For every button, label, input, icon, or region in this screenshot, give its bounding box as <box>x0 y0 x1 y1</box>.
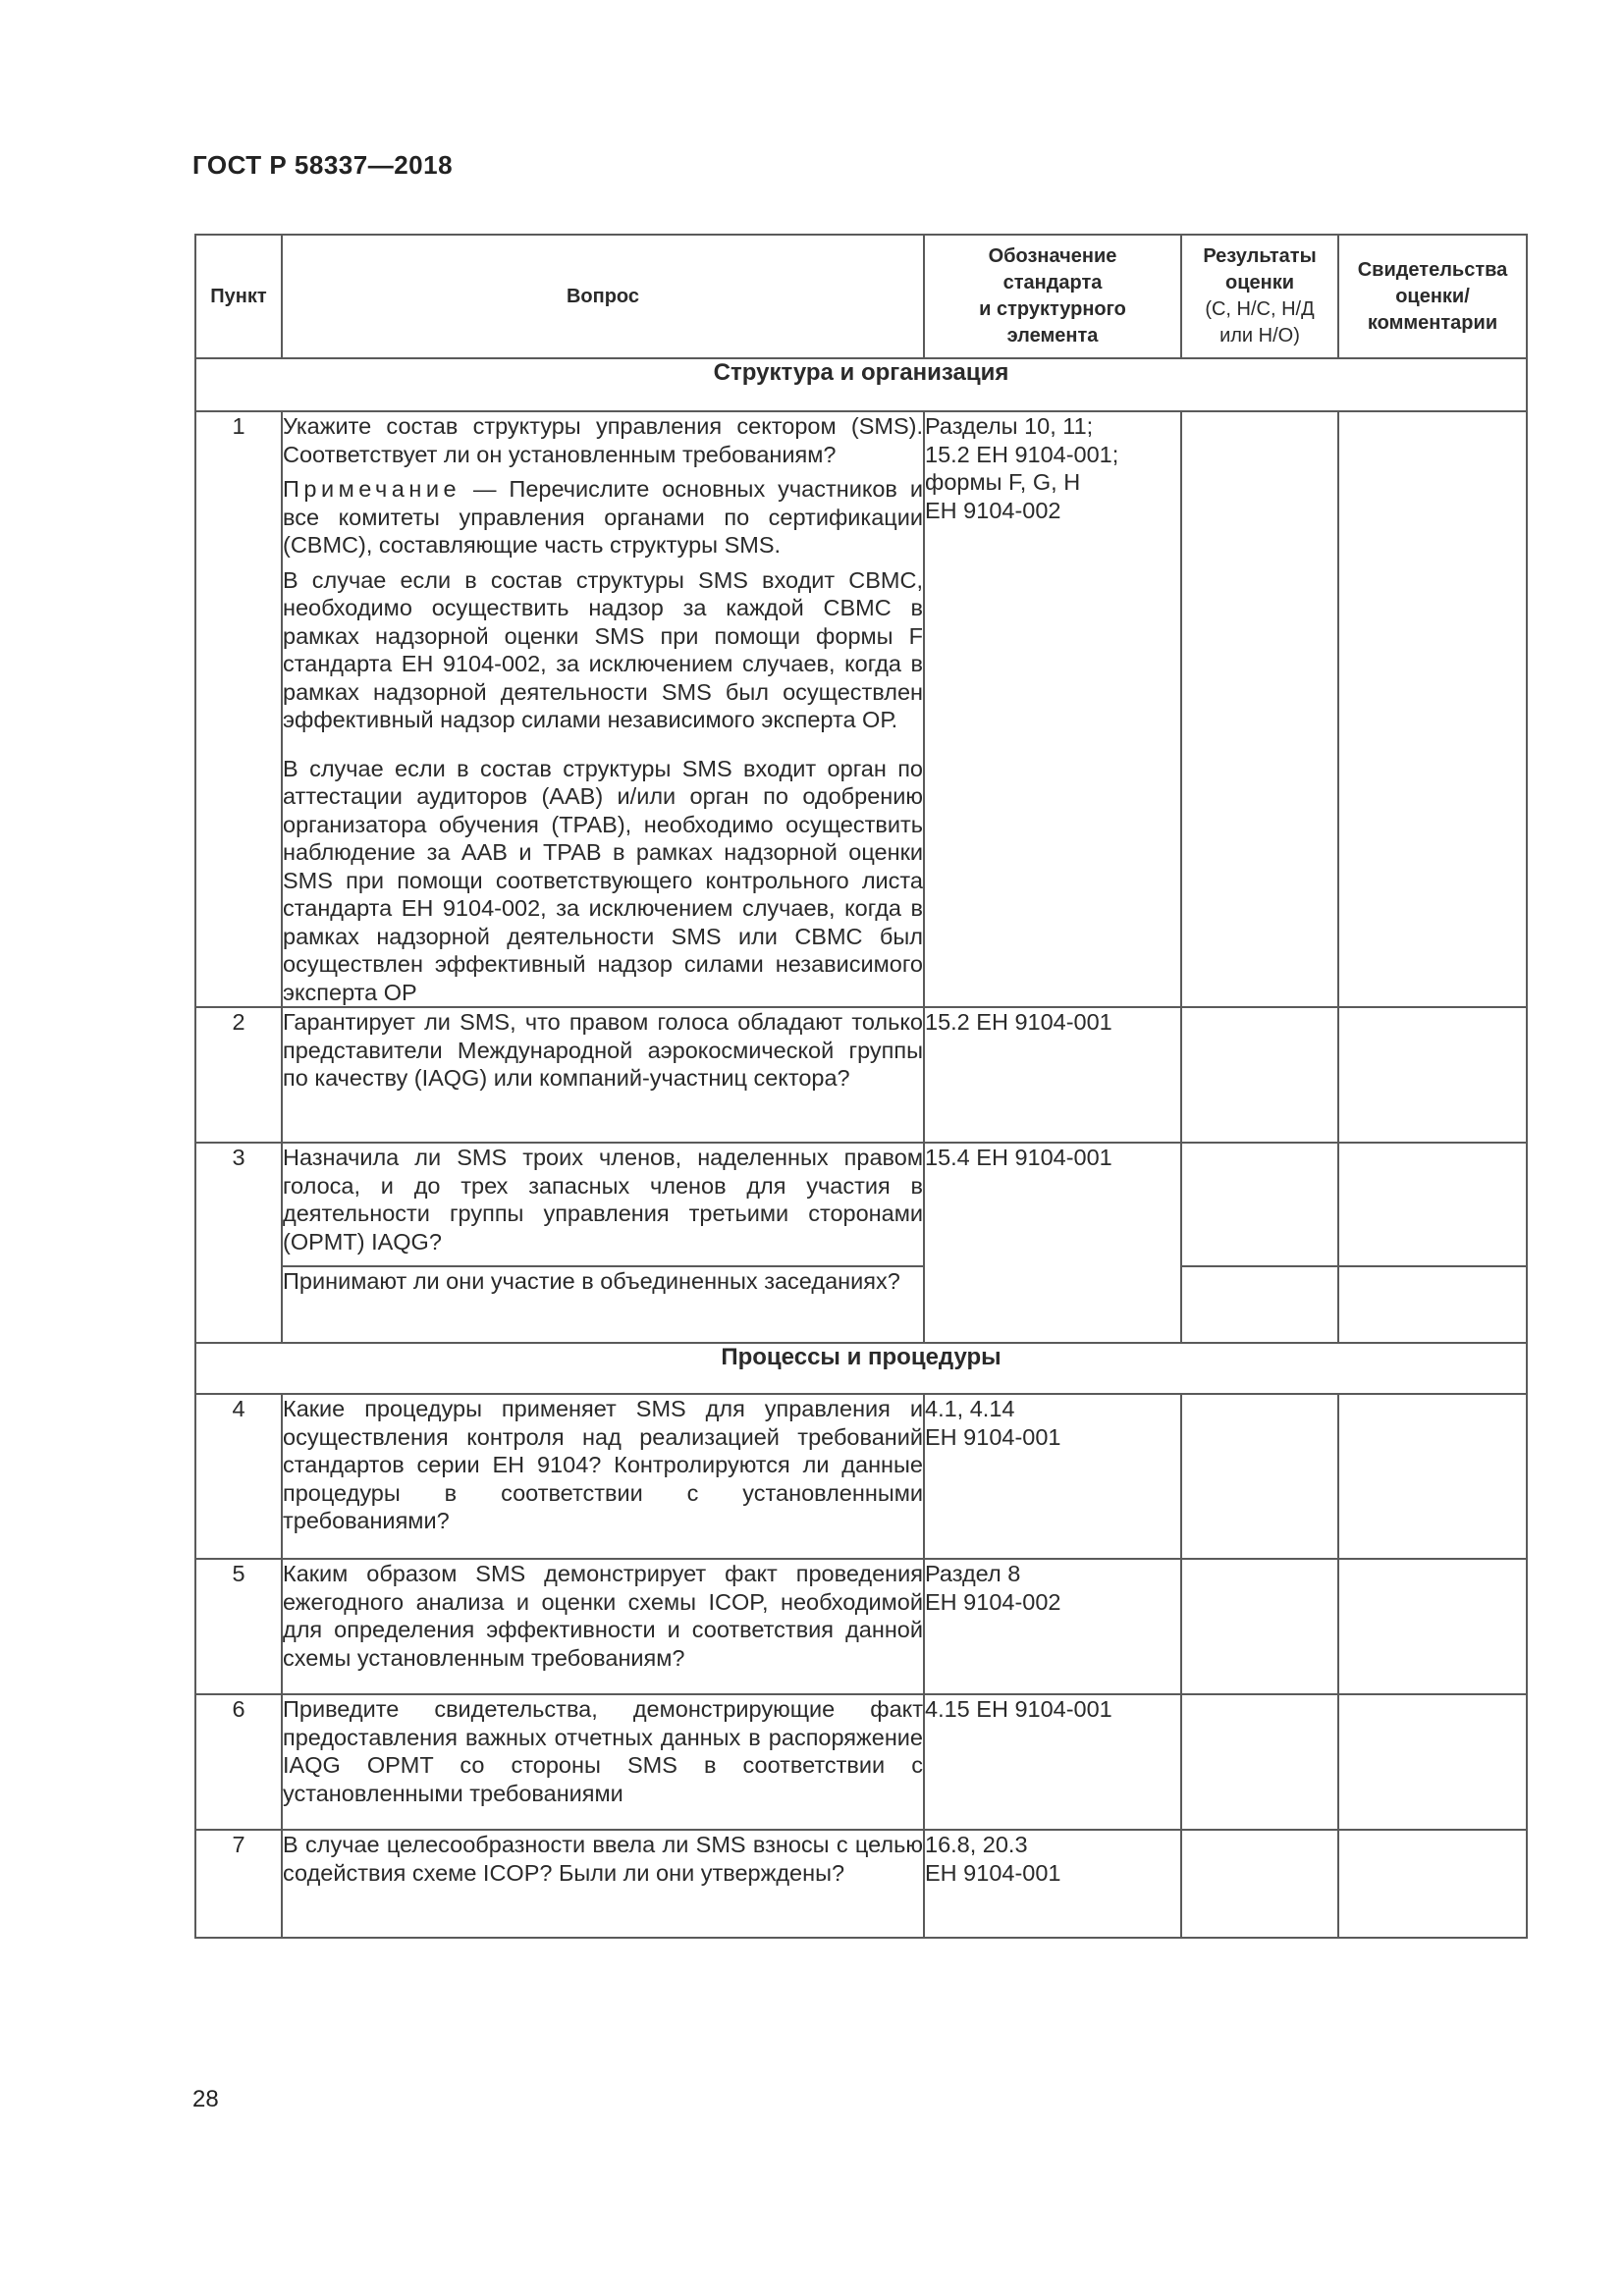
header-results-sub: или Н/О) <box>1219 325 1300 347</box>
row-number: 4 <box>195 1394 282 1559</box>
section-title: Процессы и процедуры <box>195 1343 1527 1394</box>
evidence-cell[interactable] <box>1338 1559 1527 1694</box>
row-number: 7 <box>195 1830 282 1938</box>
evidence-cell[interactable] <box>1338 1394 1527 1559</box>
header-evidence-line: Свидетельства <box>1357 258 1508 281</box>
standard-line: ЕН 9104-002 <box>925 497 1061 523</box>
header-row <box>195 235 1527 358</box>
question-cell <box>282 411 924 1007</box>
question-cell: Гарантирует ли SMS, что правом голоса обладают только представители Международной аэрокосмической группы по качеству (IAQG) или компаний-участниц сектора? <box>282 1007 924 1143</box>
section-row <box>195 358 1527 411</box>
header-standard-line: стандарта <box>1002 272 1103 294</box>
checklist-table <box>194 234 1528 1939</box>
standard-cell: 4.15 ЕН 9104-001 <box>924 1694 1181 1830</box>
result-cell[interactable] <box>1181 1694 1338 1830</box>
table-row <box>195 1559 1527 1694</box>
question-note <box>283 475 923 560</box>
question-cell: Какие процедуры применяет SMS для управления и осуществления контроля над реализацией требований стандартов серии ЕН 9104? Контролируются ли данные процедуры в соответствии с установленными требованиями? <box>282 1394 924 1559</box>
row-number: 5 <box>195 1559 282 1694</box>
question-text: В случае если в состав структуры SMS входит CBMC, необходимо осуществить надзор за каждой CBMC в рамках надзорной оценки SMS при помощи формы F стандарта ЕН 9104-002, за исключением случаев, когда в рамках надзорной деятельности SMS был осуществлен эффективный надзор силами независимого эксперта ОР. <box>283 566 923 732</box>
row-number: 2 <box>195 1007 282 1143</box>
table-row <box>195 1007 1527 1143</box>
standard-line: Раздел 8 <box>925 1561 1021 1586</box>
header-results <box>1181 235 1338 358</box>
header-question: Вопрос <box>282 235 924 358</box>
result-cell[interactable] <box>1181 1394 1338 1559</box>
standard-line: формы F, G, H <box>925 469 1081 495</box>
evidence-cell[interactable] <box>1338 1007 1527 1143</box>
result-cell[interactable] <box>1181 411 1338 1007</box>
standard-line: 16.8, 20.3 <box>925 1832 1028 1857</box>
note-text: — Перечислите основных участников и все комитеты управления органами по сертификации (CBMC), составляющие часть структуры SMS. <box>283 476 923 558</box>
question-text: Укажите состав структуры управления сектором (SMS). Соответствует ли он установленным требованиям? <box>283 413 923 467</box>
header-evidence-line: оценки/ <box>1395 285 1470 307</box>
table-row <box>195 411 1527 1007</box>
document-title: ГОСТ Р 58337—2018 <box>192 150 454 180</box>
question-cell: Назначила ли SMS троих членов, наделенных правом голоса, и до трех запасных членов для участия в деятельности группы управления третьими сторонами (OPMT) IAQG? <box>282 1143 924 1266</box>
table-row <box>195 1694 1527 1830</box>
standard-cell: 15.2 ЕН 9104-001 <box>924 1007 1181 1143</box>
result-cell[interactable] <box>1181 1830 1338 1938</box>
standard-line: 4.1, 4.14 <box>925 1396 1015 1421</box>
row-number: 3 <box>195 1143 282 1343</box>
header-results-line: оценки <box>1224 272 1295 294</box>
result-cell[interactable] <box>1181 1007 1338 1143</box>
header-evidence <box>1338 235 1527 358</box>
evidence-cell[interactable] <box>1338 411 1527 1007</box>
header-standard-line: и структурного <box>979 298 1126 320</box>
header-standard-line: Обозначение <box>988 245 1117 267</box>
result-cell[interactable] <box>1181 1266 1338 1343</box>
table-row <box>195 1143 1527 1266</box>
standard-line: ЕН 9104-002 <box>925 1588 1061 1615</box>
table-row <box>195 1394 1527 1559</box>
header-standard <box>924 235 1181 358</box>
evidence-cell[interactable] <box>1338 1830 1527 1938</box>
header-standard-line: элемента <box>1006 325 1099 347</box>
section-row <box>195 1343 1527 1394</box>
question-cell: Каким образом SMS демонстрирует факт проведения ежегодного анализа и оценки схемы ICOP, необходимой для определения эффективности и соответствия данной схемы установленным требованиям? <box>282 1559 924 1694</box>
note-label: Примечание <box>283 476 461 502</box>
page-number: 28 <box>192 2086 219 2112</box>
header-results-sub: (С, Н/С, Н/Д <box>1205 298 1315 320</box>
result-cell[interactable] <box>1181 1143 1338 1266</box>
row-number: 1 <box>195 411 282 1007</box>
section-title: Структура и организация <box>195 358 1527 411</box>
evidence-cell[interactable] <box>1338 1266 1527 1343</box>
question-cell: Приведите свидетельства, демонстрирующие факт предоставления важных отчетных данных в распоряжение IAQG OPMT со стороны SMS в соответствии с установленными требованиями <box>282 1694 924 1830</box>
header-results-line: Результаты <box>1203 245 1317 267</box>
evidence-cell[interactable] <box>1338 1143 1527 1266</box>
table-row <box>195 1830 1527 1938</box>
evidence-cell[interactable] <box>1338 1694 1527 1830</box>
question-text: В случае если в состав структуры SMS входит орган по аттестации аудиторов (ААВ) и/или орган по одобрению организатора обучения (TPAB), необходимо осуществить наблюдение за ААВ и TPAB в рамках надзорной оценки SMS при помощи соответствующего контрольного листа стандарта ЕН 9104-002, за исключением случаев, когда в рамках надзорной деятельности SMS или CBMC был осуществлен эффективный надзор силами независимого эксперта ОР <box>283 755 923 1005</box>
table-row <box>195 1266 1527 1343</box>
header-evidence-line: комментарии <box>1367 311 1498 334</box>
header-num: Пункт <box>195 235 282 358</box>
question-cell: Принимают ли они участие в объединенных заседаниях? <box>282 1266 924 1343</box>
standard-cell: 15.4 ЕН 9104-001 <box>924 1143 1181 1343</box>
row-number: 6 <box>195 1694 282 1830</box>
standard-cell <box>924 411 1181 1007</box>
standard-cell <box>924 1830 1181 1938</box>
standard-line: ЕН 9104-001 <box>925 1423 1061 1450</box>
question-cell: В случае целесообразности ввела ли SMS взносы с целью содействия схеме ICOP? Были ли они утверждены? <box>282 1830 924 1938</box>
standard-line: 15.2 ЕН 9104-001; <box>925 441 1119 467</box>
standard-cell <box>924 1394 1181 1559</box>
standard-line: ЕН 9104-001 <box>925 1859 1061 1886</box>
standard-cell <box>924 1559 1181 1694</box>
result-cell[interactable] <box>1181 1559 1338 1694</box>
standard-line: Разделы 10, 11; <box>925 413 1094 439</box>
